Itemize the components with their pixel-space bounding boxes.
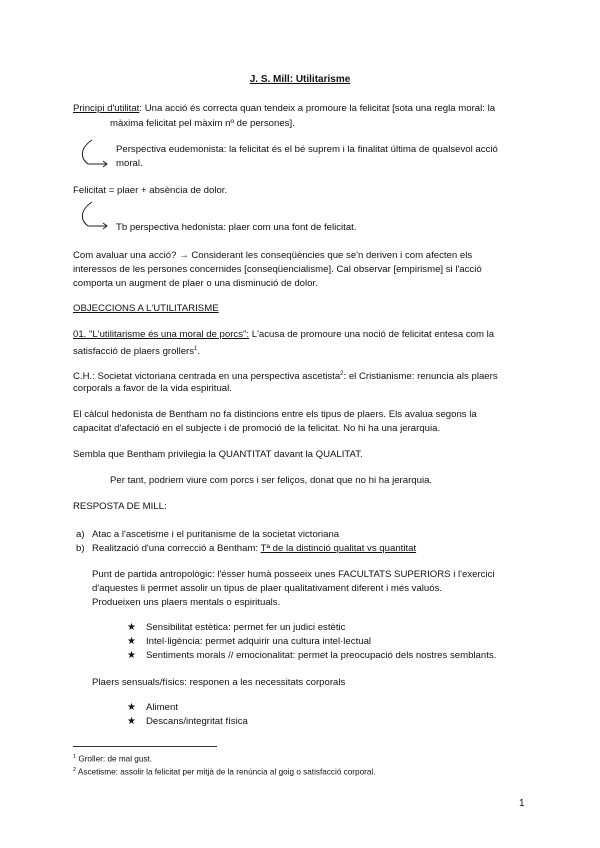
happiness-definition: Felicitat = plaer + absència de dolor.: [73, 185, 228, 196]
ch-text-pre: C.H.: Societat victoriana centrada en una perspectiva ascetista: [73, 371, 341, 383]
higher-pleasure-item: Sentiments morals // emocionalitat: permet la preocupació dels nostres semblants.: [146, 650, 497, 661]
footnote-number: 1: [73, 754, 77, 760]
objection-1-label: 01. "L'utilitarisme és una moral de porcs":: [73, 329, 250, 340]
footnote-ref-1: 1: [194, 346, 198, 352]
higher-pleasure-item: Sensibilitat estètica: permet fer un judici estètic: [146, 622, 346, 633]
eudemonist-line-1: Perspectiva eudemonista: la felicitat és el bé suprem i la finalitat última de qualsevol acció: [116, 144, 498, 155]
curved-arrow-icon: [76, 138, 112, 170]
response-text: Realització d'una correcció a Bentham:: [92, 543, 261, 554]
principle-text: : Una acció és correcta quan tendeix a promoure la felicitat [sota una regla moral: la: [139, 103, 496, 114]
response-marker: a): [76, 529, 85, 540]
objection-1-text-2: satisfacció de plaers grollers: [73, 346, 195, 358]
footnote-ref-2: 2: [340, 371, 344, 377]
hedonist-perspective: Tb perspectiva hedonista: plaer com una font de felicitat.: [116, 222, 357, 233]
objections-heading: OBJECCIONS A L'UTILITARISME: [73, 303, 219, 314]
bentham-line-2: capacitat d'afectació en el subjecte i de promoció de la felicitat. No hi ha una jerarquia.: [73, 423, 441, 434]
principle-line-1: [73, 101, 528, 116]
principle-label: Principi d'utilitat: [73, 103, 140, 114]
page-number: 1: [519, 798, 525, 809]
quantity-statement: Sembla que Bentham privilegia la QUANTITAT davant la QUALITAT.: [73, 449, 363, 460]
pigs-statement: Per tant, podriem viure com porcs i ser feliços, donat que no hi ha jerarquia.: [110, 475, 433, 486]
response-heading: RESPOSTA DE MILL:: [73, 501, 167, 512]
objection-1-text: L'acusa de promoure una noció de felicitat entesa com la: [249, 329, 495, 340]
lower-pleasure-item: Descans/integritat física: [146, 716, 248, 727]
evaluate-line-1: Com avaluar una acció? → Considerant les conseqüències que se'n deriven i com afecten els: [73, 250, 473, 261]
ch-text-post: : el Cristianisme: renuncia als plaers: [343, 371, 498, 383]
response-item-b: [76, 541, 526, 556]
star-icon: ★: [127, 622, 136, 633]
higher-pleasure-item: Intel·ligència: permet adquirir una cultura intel·lectual: [146, 636, 372, 647]
sensual-pleasures: Plaers sensuals/físics: responen a les necessitats corporals: [92, 677, 346, 688]
anthropology-line-2: d'aquestes li permet assolir un tipus de plaer qualitativament diferent i més valuós.: [92, 583, 443, 594]
anthropology-line-1: Punt de partida antropològic: l'ésser humà posseeix unes FACULTATS SUPERIORS i l'exercici: [92, 569, 495, 580]
lower-pleasure-item: Aliment: [146, 702, 178, 713]
objection-1-line-2: [73, 342, 528, 359]
response-marker: b): [76, 543, 85, 554]
curved-arrow-icon: [76, 200, 112, 232]
bentham-line-1: El càlcul hedonista de Bentham no fa distincions entre els tipus de plaers. Els avalua segons la: [73, 409, 477, 420]
response-text: Atac a l'ascetisme i el puritanisme de la societat victoriana: [92, 529, 340, 540]
principle-line-2: màxima felicitat pel màxim nº de persones].: [110, 118, 295, 129]
page-title: J. S. Mill: Utilitarisme: [249, 74, 351, 85]
response-item-a: [76, 527, 526, 542]
star-icon: ★: [127, 650, 136, 661]
star-icon: ★: [127, 716, 136, 727]
objection-1-line-1: [73, 327, 528, 342]
footnote-text: Ascetisme: assolir la felicitat per mitjà de la renúncia al goig o satisfacció corporal.: [76, 767, 376, 777]
footnote-text: Groller: de mal gust.: [76, 754, 153, 764]
ch-line-2: corporals a favor de la vida espiritual.: [73, 383, 232, 394]
evaluate-line-2: interessos de les persones concernides [conseqüencialisme]. Cal observar [empirisme] si l'acció: [73, 264, 482, 275]
eudemonist-line-2: moral.: [116, 158, 143, 169]
star-icon: ★: [127, 636, 136, 647]
star-icon: ★: [127, 702, 136, 713]
footnote-divider: [73, 746, 217, 747]
anthropology-line-3: Produeixen uns plaers mentals o espirituals.: [92, 597, 281, 608]
footnote-number: 2: [73, 767, 77, 773]
evaluate-line-3: comporta un augment de plaer o una disminució de dolor.: [73, 278, 318, 289]
footnote-2: [73, 764, 376, 779]
objection-1-end: .: [197, 346, 201, 358]
response-text-underlined: Tª de la distinció qualitat vs quantitat: [260, 543, 417, 554]
